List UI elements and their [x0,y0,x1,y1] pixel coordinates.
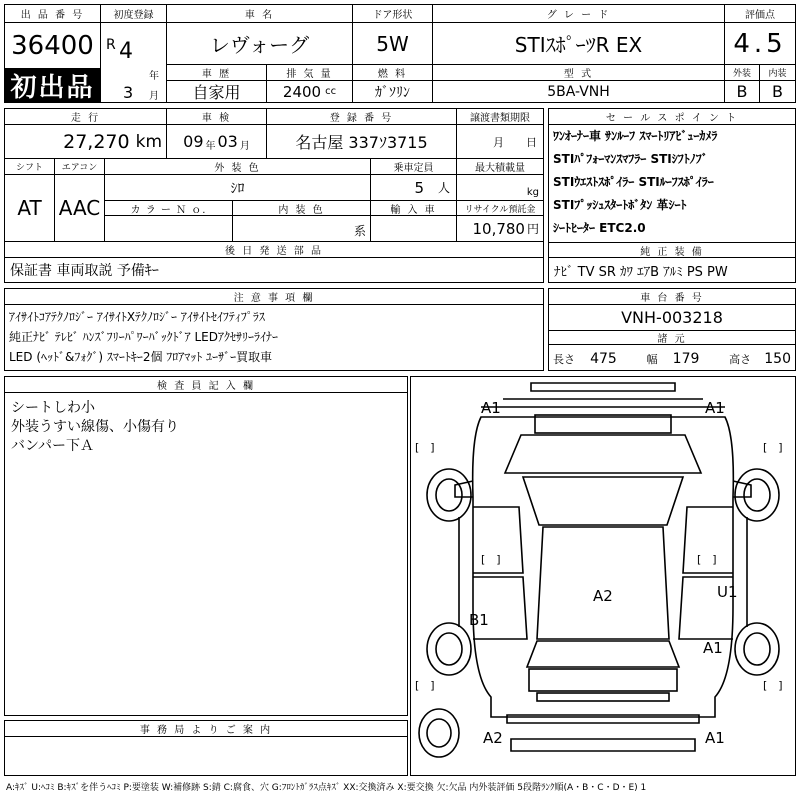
mileage-cell [5,125,167,159]
ac-label: エアコン [55,159,105,175]
notes-label: 注 意 事 項 欄 [5,289,543,305]
chassis: VNH-003218 [549,305,795,331]
chassis-block [548,288,796,371]
displacement: 2400 [282,82,322,101]
import-label: 輸 入 車 [371,201,457,216]
bracket-left-1: [ ] [415,441,435,454]
displacement-cell [267,81,353,102]
hood [505,435,701,473]
history: 自家用 [167,81,267,102]
car-name: レヴォーグ [167,23,353,65]
exterior-score: B [725,81,760,102]
door-label: ドア形状 [353,5,433,23]
inspector-label: 検 査 員 記 入 欄 [5,377,407,393]
selling-points-label: セ ー ル ス ポ イ ン ト [549,109,795,125]
inspector-line: シートしわ小 [11,400,95,416]
door: 5W [353,23,433,65]
damage-front-right: A1 [705,399,725,417]
dimensions-row [549,345,795,370]
mileage-unit: km [135,131,162,152]
inspection-cell [167,125,267,159]
bracket-left-2: [ ] [481,553,501,566]
transfer-label: 譲渡書類期限 [457,109,543,125]
height: 150 [764,351,791,367]
selling-point: STIｳｴｽﾄｽﾎﾟｲﾗｰ STIﾙｰﾌｽﾎﾟｲﾗｰ [553,175,714,189]
wheel-rear-left [427,623,471,675]
length-label: 長さ [553,353,575,366]
fuel-label: 燃 料 [353,65,433,81]
displacement-label: 排 気 量 [267,65,353,81]
import-value [371,216,457,242]
width-group [647,348,700,367]
body-outline [473,417,734,717]
colorno-label: カ ラ ー Ｎ ｏ. [105,201,233,216]
later-parts: 保証書 車両取説 予備ｷｰ [10,263,159,279]
chassis-label: 車 台 番 号 [549,289,795,305]
score-label: 評価点 [725,5,795,23]
length-group [553,348,617,367]
front-bumper [531,383,675,391]
capacity-label: 乗車定員 [371,159,457,175]
interior-score: B [772,82,783,101]
score: 4.5 [725,23,795,65]
inspector-line: バンパー下Ａ [11,438,95,454]
recycle: 10,780 [472,219,525,238]
length: 475 [590,351,617,367]
shift: AT [5,175,55,242]
fuel: ｶﾞｿﾘﾝ [353,81,433,102]
reg-date-block [101,23,167,102]
load-label: 最大積載量 [457,159,543,175]
selling-point: STIﾌﾟｯｼｭｽﾀｰﾄﾎﾞﾀﾝ 革ｼｰﾄ [553,198,687,212]
grade: STIｽﾎﾟｰﾂR EX [433,23,725,65]
spare-wheel [419,709,459,757]
capacity-cell [371,175,457,201]
model: 5BA-VNH [433,81,725,102]
width: 179 [672,351,700,367]
inspector-lines [11,397,179,454]
trunk [529,669,677,691]
reg-month: 3 [123,83,134,102]
damage-left-side: B1 [469,611,489,629]
mileage: 27,270 [63,130,130,153]
note-line: LED (ﾍｯﾄﾞ&ﾌｫｸﾞ) ｽﾏｰﾄｷｰ2個 ﾌﾛｱﾏｯﾄ ﾕｰｻﾞｰ買取車 [9,350,273,364]
damage-rear-right-wheel: A1 [703,639,723,657]
car-outline-svg [411,377,795,775]
selling-point: ﾜﾝｵｰﾅｰ車 ｻﾝﾙｰﾌ ｽﾏｰﾄﾘｱﾋﾞｭｰｶﾒﾗ [553,129,718,143]
color: ｼﾛ [105,175,371,201]
bracket-right-1: [ ] [763,441,783,454]
header-block [4,4,796,103]
inspection-label: 車 検 [167,109,267,125]
grade-label: グ レ ー ド [433,5,725,23]
damage-front-left: A1 [481,399,501,417]
equipment: ﾅﾋﾞ TV SR ｶﾜ ｴｱB ｱﾙﾐ PS PW [554,264,728,280]
capacity: 5 [414,178,424,197]
inspector-line: 外装うすい線傷、小傷有り [11,419,179,435]
height-group [729,348,791,367]
damage-right-side: U1 [717,583,738,601]
reg-year: 4 [119,39,133,64]
roof [537,527,669,639]
transfer-cell [457,125,543,159]
vehicle-details-block [4,108,544,283]
interior-label: 内装 [760,65,795,81]
left-rear-door [473,577,527,639]
inspector-block [4,376,408,716]
damage-roof: A2 [593,587,613,605]
transfer-day-unit: 日 [526,135,537,149]
office-label: 事 務 局 よ り ご 案 内 [5,721,407,737]
load-unit: kg [526,187,539,198]
wheel-front-left [427,469,471,521]
insp-month: 03 [217,132,238,151]
selling-point: ｼｰﾄﾋｰﾀｰ ETC2.0 [553,221,646,235]
rear-window [527,641,679,667]
model-label: 型 式 [433,65,725,81]
notes-list [9,308,278,368]
windshield [523,477,683,525]
later-parts-label: 後 日 発 送 部 品 [5,242,543,258]
history-label: 車 歴 [167,65,267,81]
reg-label: 初度登録 [101,5,167,23]
bracket-right-2: [ ] [697,553,717,566]
selling-points-block [548,108,796,283]
ac: AAC [55,175,105,242]
selling-points-list [553,127,793,242]
bracket-left-3: [ ] [415,679,435,692]
wheel-front-right [735,469,779,521]
height-label: 高さ [729,353,752,366]
lot-no-label: 出 品 番 号 [5,5,101,23]
recycle-unit: 円 [526,222,539,236]
exterior-label: 外装 [725,65,760,81]
reg-month-unit: 月 [149,91,159,102]
recycle-cell [457,216,543,242]
width-label: 幅 [646,353,658,366]
int-color-suffix: 系 [353,224,366,238]
selling-point: STIﾊﾟﾌｫｰﾏﾝｽﾏﾌﾗｰ STIｼﾌﾄﾉﾌﾞ [553,152,708,166]
car-name-label: 車 名 [167,5,353,23]
recycle-label: リサイクル預託金 [457,201,543,216]
first-listing-badge: 初出品 [5,69,101,102]
reg-era: R [106,37,116,53]
bracket-right-3: [ ] [763,679,783,692]
insp-month-unit: 月 [239,141,250,152]
transfer-month-unit: 月 [493,135,504,149]
note-line: 純正ﾅﾋﾞ ﾃﾚﾋﾞ ﾊﾝｽﾞﾌﾘｰﾊﾟﾜｰﾊﾞｯｸﾄﾞｱ LEDｱｸｾｻﾘｰﾗｲﾅｰ [9,330,278,344]
displacement-unit: cc [325,86,337,97]
notes-block [4,288,544,371]
plate-label: 登 録 番 号 [267,109,457,125]
load-cell [457,175,543,201]
int-color-label: 内 装 色 [233,201,371,216]
damage-rear-right: A1 [705,729,725,747]
reg-year-unit: 年 [149,71,159,82]
int-color-cell [233,216,371,242]
note-line: ｱｲｻｲﾄｺｱﾃｸﾉﾛｼﾞｰ ｱｲｻｲﾄXﾃｸﾉﾛｼﾞｰ ｱｲｻｲﾄｾｲﾌﾃｨﾌﾟﾗｽ [9,310,265,324]
car-diagram [410,376,796,776]
plate: 名古屋 337ｿ3715 [267,125,457,159]
insp-year: 09 [183,132,204,151]
damage-rear-left: A2 [483,729,503,747]
capacity-unit: 人 [437,181,450,195]
dimensions-label: 諸 元 [549,331,795,345]
colorno-value [105,216,233,242]
insp-year-unit: 年 [205,141,216,152]
mileage-label: 走 行 [5,109,167,125]
equipment-label: 純 正 装 備 [549,242,795,258]
wheel-rear-right [735,623,779,675]
office-block [4,720,408,776]
damage-legend: A:ｷｽﾞ U:ﾍｺﾐ B:ｷｽﾞを伴うﾍｺﾐ P:要塗装 W:補修跡 S:錆 C:腐食、穴 G:ﾌﾛﾝﾄｶﾞﾗｽ点ｷｽﾞ XX:交換済み X:要交換 欠:欠品 内外装評価 5段階ﾗﾝｸ順(A・B・C・D・E) 1 [6,783,647,793]
color-label: 外 装 色 [105,159,371,175]
shift-label: シフト [5,159,55,175]
lot-no: 36400 [5,23,101,69]
